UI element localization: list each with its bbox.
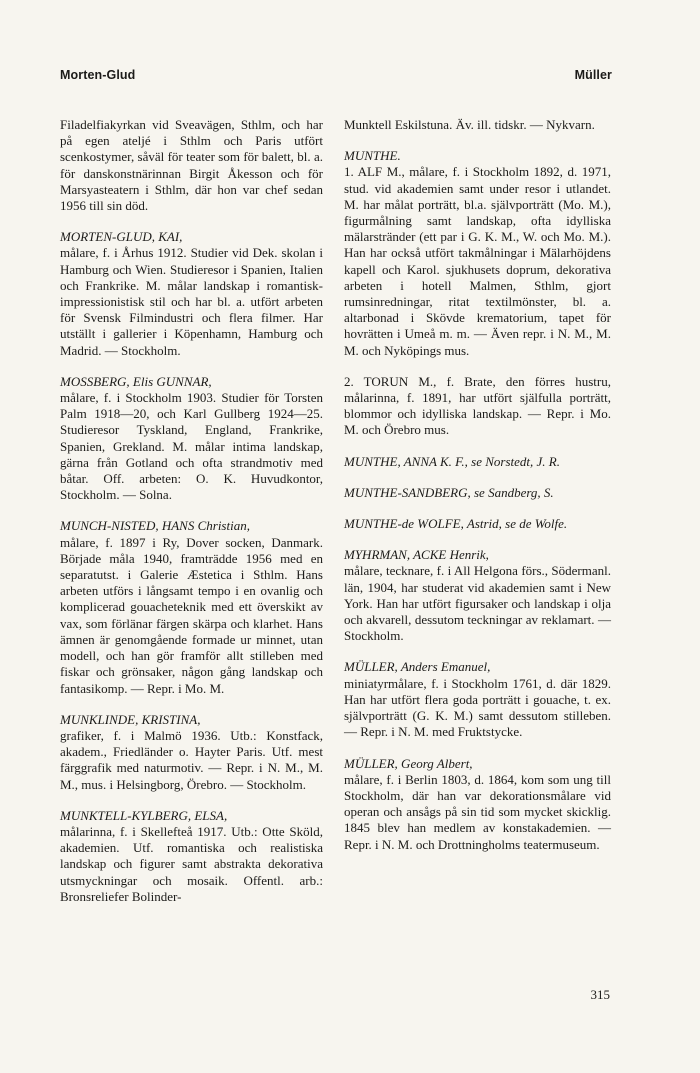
entry-headword: MUNTHE-SANDBERG, se Sandberg, S. xyxy=(344,484,554,500)
entry-headword: MORTEN-GLUD, KAI, xyxy=(60,229,183,245)
entry-headword: MÜLLER, Georg Albert, xyxy=(344,755,473,771)
dictionary-entry xyxy=(60,712,323,793)
left-column xyxy=(60,117,323,920)
entry-body: målarinna, f. i Skellefteå 1917. Utb.: Otte Sköld, akademien. Utf. romantiska och realistiska landskap och figurer samt abstrakta dekorativa utsmyckningar och mosaik. Offentl. arb.: Bronsreliefer Bolinder- xyxy=(60,823,323,904)
dictionary-entry xyxy=(344,148,611,359)
entry-headword: MUNCH-NISTED, HANS Christian, xyxy=(60,518,250,534)
entry-body: miniatyrmålare, f. i Stockholm 1761, d. där 1829. Han har utfört flera goda porträtt i gouache, t. ex. självporträtt (G. K. M.) samt dessutom stilleben. — Repr. i N. M. med Fruktstycke. xyxy=(344,675,611,740)
entry-headword: MUNTHE, ANNA K. F., se Norstedt, J. R. xyxy=(344,453,560,469)
entry-body: Filadelfiakyrkan vid Sveavägen, Sthlm, och har på egen atelјé i Sthlm och Paris utfört scenkostymer, såväl för teater som för balett, bl. a. för danskonstnärinnan Birgit Åkesson och för Marsyasteatern i Sthlm, där hon var chef sedan 1956 till sin död. xyxy=(60,117,323,214)
dictionary-entry xyxy=(60,808,323,905)
entry-body: målare, f. i Berlin 1803, d. 1864, kom som ung till Stockholm, där han var dekorationsmålare vid operan och ansågs på sin tid som mycket skicklig. 1845 blev han medlem av konstakademien. — Repr. i N. M. och Drottningholms teatermuseum. xyxy=(344,771,611,852)
dictionary-entry xyxy=(60,117,323,214)
dictionary-entry xyxy=(60,229,323,359)
running-header-left: Morten-Glud xyxy=(60,68,136,82)
entry-body: målare, f. i Århus 1912. Studier vid Dek. skolan i Hamburg och Wien. Studieresor i Spanien, Italien och Frankrike. M. målar landskap i romantisk-impressionistisk stil och har bl. a. utfört arbeten för Svensk Filmindustri och flera filmer. Har utställt i gallerier i Köpenhamn, Hamburg och Madrid. — Stockholm. xyxy=(60,245,323,358)
entry-body: målare, f. i Stockholm 1903. Studier för Torsten Palm 1918—20, och Karl Gullberg 1924—25. Studieresor Tyskland, England, Frankrike, Spanien, Grekland. M. målar intima landskap, gärna från Gotland och ofta strandmotiv med båtar. Off. arbeten: O. K. Huvudkontor, Stockholm. — Solna. xyxy=(60,390,323,503)
entry-headword: MUNKTELL-KYLBERG, ELSA, xyxy=(60,807,228,823)
dictionary-entry xyxy=(344,547,611,644)
entry-body: 2. TORUN M., f. Brate, den förres hustru, målarinna, f. 1891, har utfört själfulla porträtt, blommor och idylliska landskap. — Repr. i Mo. M. och Örebro mus. xyxy=(344,373,611,438)
entry-body: Munktell Eskilstuna. Äv. ill. tidskr. — Nykvarn. xyxy=(344,117,595,132)
entry-body: målare, f. 1897 i Ry, Dover socken, Danmark. Började måla 1940, framträdde 1956 med en separatutst. i Galerie Æstetica i Sthlm. Hans arbeten utförs i långsamt tempo i en ovanlig och komplicerad gouacheteknik med ett överskikt av vax, som förlänar färgen skärpa och klarhet. Hans ämnen är genomgående formade ur minnet, utan modell, och han gör framför allt stilleben med fiskar och grönsaker, någon gång landskap och fantasikomp. — Repr. i Mo. M. xyxy=(60,534,323,696)
dictionary-entry xyxy=(344,454,611,470)
dictionary-entry xyxy=(344,117,611,133)
entry-headword: MUNTHE. xyxy=(344,148,401,164)
dictionary-entry xyxy=(344,516,611,532)
running-header-right: Müller xyxy=(574,68,612,82)
dictionary-entry xyxy=(60,518,323,696)
entry-body: målare, tecknare, f. i All Helgona förs., Södermanl. län, 1904, har studerat vid akademien samt i New York. Han har utfört figursaker och landskap i olja och akvarell, dessutom teckningar av reklamart. — Stockholm. xyxy=(344,563,611,644)
entry-headword: MUNKLINDE, KRISTINA, xyxy=(60,711,201,727)
dictionary-entry xyxy=(344,659,611,740)
entry-headword: MYHRMAN, ACKE Henrik, xyxy=(344,547,489,563)
dictionary-entry xyxy=(344,756,611,853)
right-column xyxy=(344,117,611,868)
entry-headword: MUNTHE-de WOLFE, Astrid, se de Wolfe. xyxy=(344,516,568,532)
page-number: 315 xyxy=(590,987,610,1002)
entry-body: grafiker, f. i Malmö 1936. Utb.: Konstfack, akadem., Friedländer o. Hayter Paris. Utf. mest färggrafik med naturmotiv. — Repr. i N. M., M. M., mus. i Helsingborg, Örebro. — Stockholm. xyxy=(60,727,323,792)
dictionary-entry xyxy=(344,374,611,439)
entry-headword: MOSSBERG, Elis GUNNAR, xyxy=(60,373,212,389)
entry-body: 1. ALF M., målare, f. i Stockholm 1892, d. 1971, stud. vid akademien samt under resor i utlandet. M. har målat porträtt, bl.a. självporträtt (Mo. M.), figurmålning samt landskap, ofta idylliska mälarstränder (ett par i G. K. M., W. och Mo. M.). Han har också utfört takmålningar i Mälarhöjdens kapell och Karol. sjukhusets doprum, dekorativa arbeten i hotell Malmen, Sthlm, gjort rumsinredningar, ritat textilmönster, bl. a. altarbonad i Skövde krematorium, tapet för hovrätten i Umeå m. m. — Även repr. i N. M., M. M. och Nyköpings mus. xyxy=(344,164,611,358)
dictionary-entry xyxy=(60,374,323,504)
dictionary-entry xyxy=(344,485,611,501)
entry-headword: MÜLLER, Anders Emanuel, xyxy=(344,659,491,675)
